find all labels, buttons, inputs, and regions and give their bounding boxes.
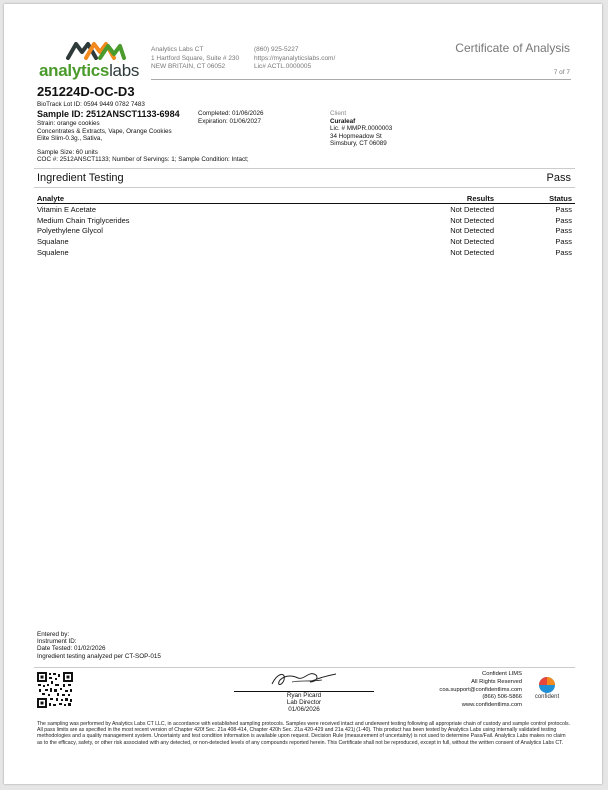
lab-address-2: NEW BRITAIN, CT 06052 xyxy=(151,63,226,70)
table-row xyxy=(37,226,575,237)
signer-name: Ryan Picard xyxy=(286,692,322,699)
col-header-status: Status xyxy=(549,194,572,203)
lab-website[interactable]: https://myanalyticslabs.com/ xyxy=(254,54,336,62)
logo-text-analytics: analytics xyxy=(39,61,110,80)
lab-name: Analytics Labs CT xyxy=(151,46,204,53)
col-header-analyte: Analyte xyxy=(37,194,65,203)
table-header-row xyxy=(37,194,575,203)
analyte-name: Squalene xyxy=(37,247,69,257)
instrument-id: Instrument ID: xyxy=(37,638,77,646)
ingredient-table xyxy=(37,194,575,258)
client-city: Simsbury, CT 06089 xyxy=(330,140,387,148)
section-title: Ingredient Testing xyxy=(37,172,124,184)
lab-license: Lic# ACTL.0000005 xyxy=(254,63,312,70)
lab-phone: (860) 925-5227 xyxy=(254,46,299,53)
confident-phone: (866) 506-5866 xyxy=(482,694,522,701)
coc-info: COC #: 2512ANSCT1133; Number of Servings: 1; Sample Condition: Intact; xyxy=(37,156,249,163)
expiration-date: Expiration: 01/06/2027 xyxy=(198,117,262,125)
analyte-status: Pass xyxy=(555,247,572,257)
signature-date: 01/06/2026 xyxy=(288,706,320,714)
table-row xyxy=(37,237,575,248)
confident-rights: All Rights Reserved xyxy=(471,678,522,685)
sample-size: Sample Size: 60 units xyxy=(37,149,98,156)
analyte-name: Squalane xyxy=(37,237,69,247)
section-top-divider xyxy=(34,168,575,169)
sample-dates xyxy=(198,110,263,125)
table-row xyxy=(37,248,575,259)
analyte-status: Pass xyxy=(555,215,572,225)
logo-mountains-icon xyxy=(66,40,126,60)
confident-logo xyxy=(527,676,567,700)
table-row xyxy=(37,205,575,216)
confident-name: Confident LIMS xyxy=(482,671,522,677)
confident-logo-text: confident xyxy=(534,694,560,700)
lab-address-1: 1 Hartford Square, Suite # 230 xyxy=(151,54,240,62)
logo-text-labs: labs xyxy=(109,61,140,80)
document-title: Certificate of Analysis xyxy=(455,41,570,55)
qr-code[interactable] xyxy=(37,672,73,708)
sample-id: Sample ID: 2512ANSCT1133-6984 xyxy=(37,109,180,119)
header-divider xyxy=(151,79,571,80)
analyte-name: Medium Chain Triglycerides xyxy=(37,215,130,225)
section-status: Pass xyxy=(546,172,571,184)
date-tested: Date Tested: 01/02/2026 xyxy=(37,645,106,653)
sample-number: 251224D-OC-D3 xyxy=(37,84,135,99)
sample-details xyxy=(37,120,172,143)
confident-email[interactable]: coa.support@confidentlims.com xyxy=(439,686,522,693)
analyte-result: Not Detected xyxy=(450,226,494,236)
sop-reference: Ingredient testing analyzed per CT-SOP-015 xyxy=(37,652,161,660)
lab-info xyxy=(151,46,239,72)
confident-website[interactable]: www.confidentlims.com xyxy=(461,702,522,709)
sample-strain: Strain: orange cookies xyxy=(37,120,100,127)
signer-title: Lab Director xyxy=(286,699,322,707)
analyte-name: Vitamin E Acetate xyxy=(37,205,97,214)
client-block xyxy=(330,110,392,148)
confident-info xyxy=(439,671,522,710)
entered-by: Entered by: xyxy=(37,631,70,638)
table-row xyxy=(37,216,575,227)
completed-date: Completed: 01/06/2026 xyxy=(198,110,264,117)
test-footer-info xyxy=(37,631,161,660)
confident-logo-icon xyxy=(538,676,556,694)
signature-block xyxy=(234,668,374,714)
analytics-labs-logo xyxy=(34,40,139,82)
sample-product: Elite Slim-0.3g., Sativa, xyxy=(37,135,103,143)
handwritten-signature xyxy=(264,668,344,690)
analyte-name: Polyethylene Glycol xyxy=(37,226,103,236)
page-indicator: 7 of 7 xyxy=(553,69,570,76)
analyte-status: Pass xyxy=(555,205,572,214)
sample-category: Concentrates & Extracts, Vape, Orange Cookies xyxy=(37,127,172,135)
coa-page xyxy=(4,4,602,784)
analyte-result: Not Detected xyxy=(450,215,494,225)
disclaimer-text: The sampling was performed by Analytics Labs CT LLC, in accordance with established sampling protocols. Samples were received intact and underwent testing following all appropriate chain of custody and sample control protocols. All pass limits are as specified in the most recent version of Chapter 420f Sec. 21a 408-414, Chapter 420h Sec. 21a 420-429 and 21a 421j (1-40). This product has been tested by Analytics Labs using internally validated testing methodologies and a quality management system. Uncertainty and test condition information is available upon request. Decision Rule (measurement of uncertainty) is not used to determine Pass/Fail. Analytics Labs makes no claim as to the efficacy, safety, or other risk associated with any detected, or non-detected levels of any compounds reported herein. This Certificate shall not be reproduced, except in full, without the written consent of Analytics Labs CT. xyxy=(37,721,571,746)
section-bottom-divider xyxy=(34,187,575,188)
client-license: Lic. # MMPR.0000003 xyxy=(330,125,393,133)
analyte-result: Not Detected xyxy=(450,237,494,247)
client-street: 34 Hopmeadow St xyxy=(330,132,382,140)
analyte-result: Not Detected xyxy=(450,205,494,214)
client-label: Client xyxy=(330,110,347,117)
table-header-divider xyxy=(37,203,575,204)
analyte-status: Pass xyxy=(555,226,572,236)
analyte-result: Not Detected xyxy=(450,247,494,257)
lab-contact xyxy=(254,46,335,72)
analyte-status: Pass xyxy=(555,237,572,247)
biotrack-lot-id: BioTrack Lot ID: 0594 9449 0782 7483 xyxy=(37,101,145,108)
col-header-results: Results xyxy=(466,194,494,203)
client-name: Curaleaf xyxy=(330,117,356,125)
